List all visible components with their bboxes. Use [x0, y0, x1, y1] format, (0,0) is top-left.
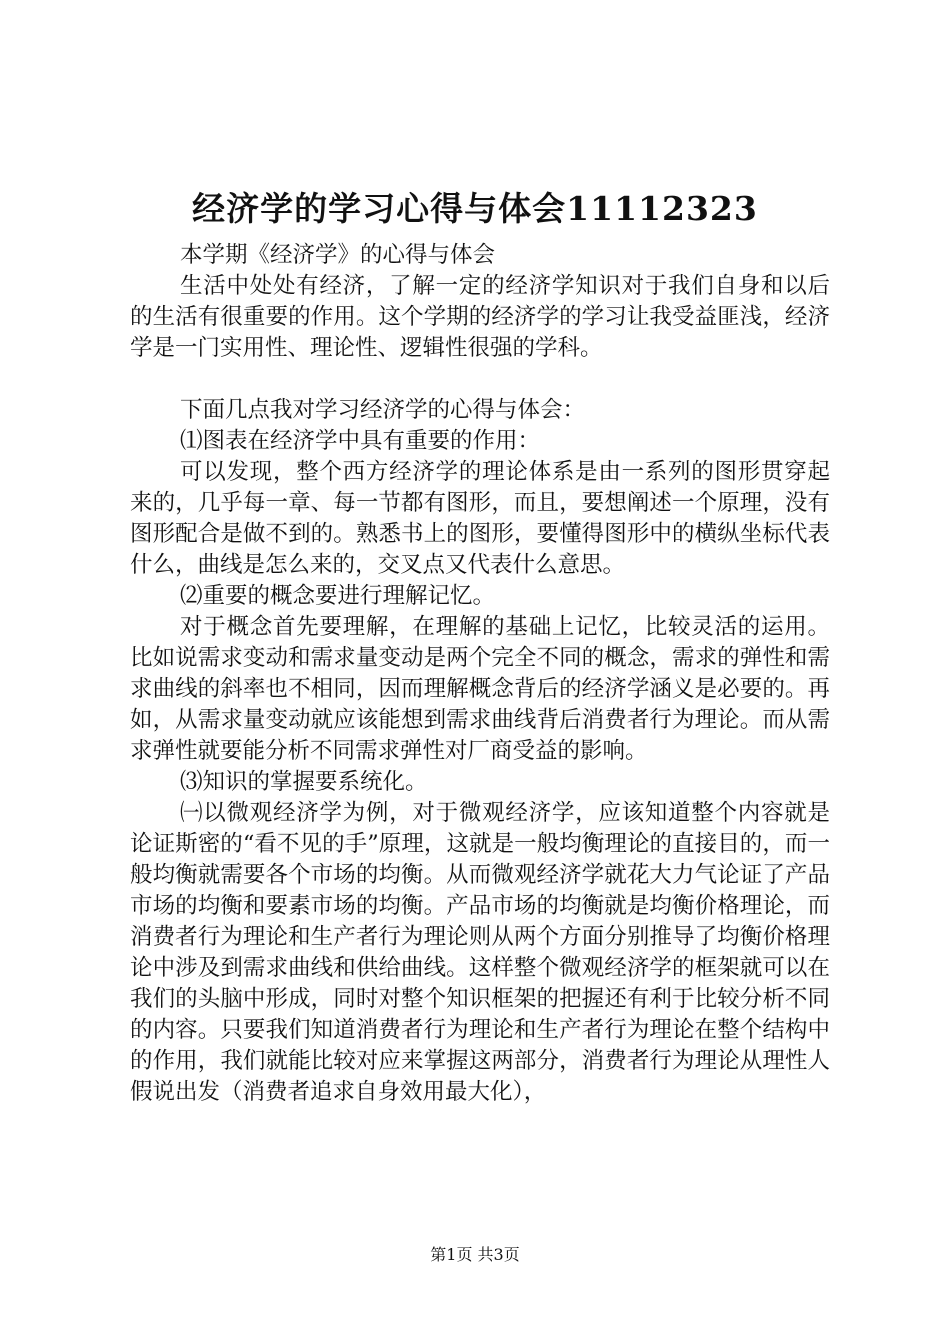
- paragraph-point-2-heading: ⑵重要的概念要进行理解记忆。: [180, 583, 496, 609]
- paragraph-subtitle: 本学期《经济学》的心得与体会: [180, 242, 496, 268]
- page-number-footer: 第1页 共3页: [430, 1245, 520, 1264]
- document-title: 经济学的学习心得与体会11112323: [192, 189, 758, 228]
- paragraph-point-1-heading: ⑴图表在经济学中具有重要的作用：: [180, 428, 541, 454]
- paragraph-point-3-body: ㈠以微观经济学为例，对于微观经济学，应该知道整个内容就是论证斯密的“看不见的手”原理，这就是一般均衡理论的直接目的，而一般均衡就需要各个市场的均衡。从而微观经济学就花大力气论证了产品市场的均衡和要素市场的均衡。产品市场的均衡就是均衡价格理论，而消费者行为理论和生产者行为理论则从两个方面分别推导了均衡价格理论中涉及到需求曲线和供给曲线。这样整个微观经济学的框架就可以在我们的头脑中形成，同时对整个知识框架的把握还有利于比较分析不同的内容。只要我们知道消费者行为理论和生产者行为理论在整个结构中的作用，我们就能比较对应来掌握这两部分，消费者行为理论从理性人假说出发（消费者追求自身效用最大化），: [130, 800, 830, 1105]
- paragraph-points-lead: 下面几点我对学习经济学的心得与体会：: [180, 397, 586, 423]
- paragraph-point-2-body: 对于概念首先要理解，在理解的基础上记忆，比较灵活的运用。比如说需求变动和需求量变动是两个完全不同的概念，需求的弹性和需求曲线的斜率也不相同，因而理解概念背后的经济学涵义是必要的。再如，从需求量变动就应该能想到需求曲线背后消费者行为理论。而从需求弹性就要能分析不同需求弹性对厂商受益的影响。: [130, 614, 830, 764]
- paragraph-intro: 生活中处处有经济，了解一定的经济学知识对于我们自身和以后的生活有很重要的作用。这个学期的经济学的学习让我受益匪浅，经济学是一门实用性、理论性、逻辑性很强的学科。: [130, 273, 830, 361]
- paragraph-point-1-body: 可以发现，整个西方经济学的理论体系是由一系列的图形贯穿起来的，几乎每一章、每一节都有图形，而且，要想阐述一个原理，没有图形配合是做不到的。熟悉书上的图形，要懂得图形中的横纵坐标代表什么，曲线是怎么来的，交叉点又代表什么意思。: [130, 459, 830, 578]
- paragraph-point-3-heading: ⑶知识的掌握要系统化。: [180, 769, 428, 795]
- document-body: [130, 240, 830, 1108]
